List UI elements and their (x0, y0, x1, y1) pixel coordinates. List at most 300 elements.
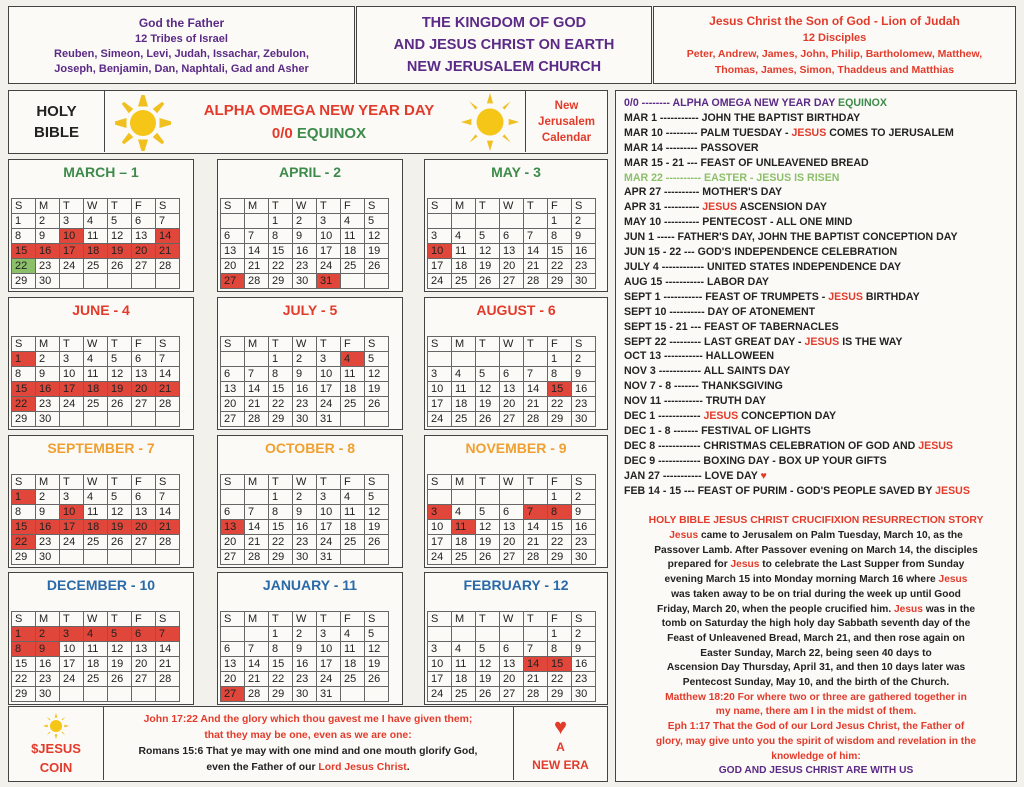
coin-line1: $JESUS (31, 740, 81, 756)
day-cell: 4 (452, 642, 476, 657)
day-cell: 8 (548, 505, 572, 520)
day-cell: 2 (572, 214, 596, 229)
weekday-header: F (132, 612, 156, 627)
day-cell: 26 (108, 672, 132, 687)
day-cell: 12 (365, 642, 389, 657)
day-cell: 15 (548, 382, 572, 397)
day-cell (341, 687, 365, 702)
day-cell: 17 (428, 535, 452, 550)
weekday-header: T (524, 612, 548, 627)
day-cell (524, 627, 548, 642)
day-cell: 11 (84, 505, 108, 520)
day-cell: 6 (132, 214, 156, 229)
day-cell: 5 (365, 214, 389, 229)
weekday-header: T (524, 199, 548, 214)
story-line (618, 529, 1014, 544)
day-cell: 8 (12, 229, 36, 244)
day-cell: 27 (500, 274, 524, 289)
day-cell: 1 (548, 214, 572, 229)
header-right-title: Jesus Christ the Son of God - Lion of Judah (709, 14, 960, 28)
event-text: MAR 14 --------- PASSOVER (624, 141, 759, 154)
day-cell: 6 (221, 642, 245, 657)
day-cell (84, 550, 108, 565)
event-text: SEPT 15 - 21 --- FEAST OF TABERNACLES (624, 320, 839, 333)
month-box (217, 159, 403, 292)
day-cell: 25 (341, 397, 365, 412)
day-cell: 29 (548, 274, 572, 289)
weekday-header: S (428, 475, 452, 490)
day-cell (365, 412, 389, 427)
story-title: HOLY BIBLE JESUS CHRIST CRUCIFIXION RESURRECTION STORY (648, 515, 984, 526)
day-cell: 30 (293, 687, 317, 702)
day-cell: 29 (12, 274, 36, 289)
weekday-header: S (365, 337, 389, 352)
day-cell: 7 (524, 367, 548, 382)
day-cell: 9 (293, 229, 317, 244)
day-cell: 18 (452, 535, 476, 550)
story-text-segment: came to Jerusalem on Palm Tuesday, March 10, as the (698, 530, 963, 541)
day-cell: 21 (245, 397, 269, 412)
day-cell: 23 (572, 672, 596, 687)
day-cell: 20 (500, 535, 524, 550)
day-cell: 16 (36, 244, 60, 259)
day-cell: 21 (524, 397, 548, 412)
month-box (217, 435, 403, 568)
day-cell: 11 (84, 642, 108, 657)
day-cell: 9 (572, 505, 596, 520)
event-text: SEPT 10 ---------- DAY OF ATONEMENT (624, 305, 816, 318)
day-cell: 30 (293, 274, 317, 289)
day-cell: 27 (221, 550, 245, 565)
day-cell: 7 (245, 367, 269, 382)
day-cell: 16 (293, 244, 317, 259)
day-cell: 22 (12, 535, 36, 550)
day-cell: 4 (341, 490, 365, 505)
day-cell: 27 (132, 672, 156, 687)
day-cell: 28 (524, 550, 548, 565)
event-item (624, 156, 970, 171)
header-right-box (653, 6, 1016, 84)
day-cell: 23 (36, 672, 60, 687)
day-cell: 1 (12, 214, 36, 229)
event-text: DEC 8 ------------ CHRISTMAS CELEBRATION OF GOD AND (624, 439, 919, 452)
day-cell (245, 352, 269, 367)
day-cell: 28 (524, 412, 548, 427)
month-grid (220, 198, 389, 289)
event-item (624, 439, 970, 454)
day-cell: 9 (293, 367, 317, 382)
day-cell: 6 (221, 229, 245, 244)
weekday-header: W (293, 199, 317, 214)
day-cell: 28 (524, 687, 548, 702)
event-item (624, 126, 970, 141)
weekday-header: T (269, 337, 293, 352)
day-cell: 6 (132, 627, 156, 642)
day-cell: 18 (341, 382, 365, 397)
day-cell: 23 (293, 397, 317, 412)
header-left-title: God the Father (138, 15, 225, 30)
day-cell: 23 (293, 535, 317, 550)
day-cell: 11 (452, 244, 476, 259)
event-text: AUG 15 ----------- LABOR DAY (624, 275, 769, 288)
weekday-header: T (317, 475, 341, 490)
story-text-segment: was taken away to be on trial during the week up until Good (671, 588, 961, 600)
day-cell: 18 (452, 672, 476, 687)
verse-line1: John 17:22 And the glory which thou gavest me I have given them; (143, 713, 473, 725)
events-panel (615, 90, 1017, 782)
day-cell: 25 (452, 274, 476, 289)
day-cell: 17 (317, 657, 341, 672)
event-text: JUN 15 - 22 --- GOD'S INDEPENDENCE CELEBRATION (624, 246, 898, 259)
story-line (618, 632, 1014, 647)
day-cell: 25 (341, 672, 365, 687)
day-cell (500, 352, 524, 367)
day-cell: 25 (84, 535, 108, 550)
day-cell: 21 (245, 535, 269, 550)
day-cell: 14 (524, 382, 548, 397)
verse-line4c: . (406, 761, 410, 773)
weekday-header: W (293, 475, 317, 490)
day-cell: 30 (572, 412, 596, 427)
day-cell (132, 550, 156, 565)
day-cell: 7 (245, 505, 269, 520)
day-cell: 9 (36, 367, 60, 382)
day-cell: 14 (524, 657, 548, 672)
event-item (624, 200, 970, 215)
event-text: APR 27 ---------- MOTHER'S DAY (624, 186, 783, 199)
event-text: JESUS (918, 439, 953, 452)
month-title: JUNE - 4 (72, 302, 130, 318)
day-cell: 17 (60, 657, 84, 672)
weekday-header: F (341, 612, 365, 627)
weekday-header: T (317, 612, 341, 627)
weekday-header: W (500, 612, 524, 627)
events-list (624, 96, 970, 498)
day-cell: 15 (269, 244, 293, 259)
day-cell: 13 (500, 657, 524, 672)
day-cell: 26 (365, 535, 389, 550)
day-cell: 3 (428, 642, 452, 657)
day-cell: 18 (84, 520, 108, 535)
event-text: NOV 11 ----------- TRUTH DAY (624, 395, 767, 408)
story-text-segment: was in the (922, 603, 975, 615)
day-cell (524, 352, 548, 367)
weekday-header: F (341, 475, 365, 490)
event-item (624, 469, 970, 484)
story-text-segment: Feast of Unleavened Bread, March 21, and then rose again on (667, 632, 965, 644)
day-cell: 6 (500, 229, 524, 244)
day-cell: 23 (36, 259, 60, 274)
day-cell (365, 687, 389, 702)
header-center-line1: THE KINGDOM OF GOD (421, 15, 587, 31)
day-cell: 29 (548, 412, 572, 427)
weekday-header: T (524, 475, 548, 490)
day-cell (476, 352, 500, 367)
day-cell: 5 (108, 352, 132, 367)
day-cell: 10 (60, 642, 84, 657)
month-title: DECEMBER - 10 (46, 577, 156, 593)
day-cell: 26 (365, 672, 389, 687)
day-cell: 29 (269, 687, 293, 702)
story-text-segment: tomb on Saturday the high holy day Sabbath seventh day of the (661, 618, 971, 630)
day-cell: 5 (108, 627, 132, 642)
day-cell: 26 (476, 687, 500, 702)
day-cell: 24 (317, 535, 341, 550)
day-cell: 8 (269, 505, 293, 520)
day-cell: 30 (572, 550, 596, 565)
day-cell: 8 (12, 642, 36, 657)
header-right-line2: Thomas, James, Simon, Thaddeus and Matthias (714, 64, 955, 76)
month-title: JULY - 5 (282, 302, 338, 318)
day-cell: 6 (132, 352, 156, 367)
day-cell: 14 (245, 244, 269, 259)
day-cell: 10 (317, 229, 341, 244)
weekday-header: S (365, 199, 389, 214)
event-text: DEC 1 ------------ (624, 410, 704, 423)
day-cell: 5 (108, 214, 132, 229)
day-cell: 16 (293, 657, 317, 672)
day-cell (132, 687, 156, 702)
event-item (624, 185, 970, 200)
weekday-header: S (221, 475, 245, 490)
header-center-line2: AND JESUS CHRIST ON EARTH (393, 37, 615, 53)
heart-icon: ♥ (553, 713, 568, 739)
month-box (8, 435, 194, 568)
weekday-header: T (60, 612, 84, 627)
side-line3: Calendar (541, 131, 592, 144)
weekday-header: M (36, 475, 60, 490)
side-line1: New (554, 99, 579, 112)
day-cell: 22 (548, 259, 572, 274)
day-cell: 16 (293, 520, 317, 535)
day-cell: 6 (132, 490, 156, 505)
weekday-header: W (84, 199, 108, 214)
day-cell: 16 (572, 244, 596, 259)
day-cell: 19 (365, 244, 389, 259)
weekday-header: S (572, 612, 596, 627)
day-cell: 11 (452, 520, 476, 535)
day-cell: 11 (341, 505, 365, 520)
day-cell: 31 (317, 274, 341, 289)
day-cell: 10 (428, 382, 452, 397)
day-cell: 25 (452, 412, 476, 427)
day-cell: 1 (12, 627, 36, 642)
day-cell: 9 (293, 642, 317, 657)
day-cell: 28 (156, 672, 180, 687)
day-cell: 20 (500, 259, 524, 274)
day-cell: 10 (60, 229, 84, 244)
story-text (618, 529, 1014, 779)
coin-line2: COIN (39, 759, 73, 775)
story-line (618, 588, 1014, 603)
banner-title-line1: ALPHA OMEGA NEW YEAR DAY (203, 101, 435, 119)
day-cell (108, 274, 132, 289)
day-cell: 17 (428, 259, 452, 274)
day-cell (108, 687, 132, 702)
month-grid (427, 336, 596, 427)
weekday-header: S (572, 475, 596, 490)
weekday-header: T (108, 199, 132, 214)
day-cell: 17 (60, 520, 84, 535)
day-cell: 6 (500, 642, 524, 657)
day-cell: 29 (12, 687, 36, 702)
verse-line2: that they may be one, even as we are one: (204, 729, 412, 741)
day-cell: 21 (156, 657, 180, 672)
day-cell: 22 (269, 672, 293, 687)
day-cell (60, 412, 84, 427)
day-cell: 17 (428, 397, 452, 412)
day-cell: 30 (572, 274, 596, 289)
day-cell: 14 (524, 520, 548, 535)
day-cell: 26 (108, 535, 132, 550)
day-cell (60, 687, 84, 702)
day-cell: 28 (245, 412, 269, 427)
day-cell: 1 (269, 352, 293, 367)
day-cell: 21 (156, 244, 180, 259)
day-cell: 4 (84, 214, 108, 229)
day-cell: 18 (452, 259, 476, 274)
day-cell (452, 352, 476, 367)
day-cell: 8 (12, 367, 36, 382)
day-cell: 15 (269, 382, 293, 397)
day-cell: 3 (60, 490, 84, 505)
day-cell: 27 (132, 535, 156, 550)
day-cell: 29 (12, 550, 36, 565)
day-cell (156, 687, 180, 702)
day-cell: 5 (476, 642, 500, 657)
day-cell: 7 (524, 505, 548, 520)
event-text: CONCEPTION DAY (738, 410, 837, 423)
event-item (624, 424, 970, 439)
month-title: FEBRUARY - 12 (463, 577, 569, 593)
day-cell: 8 (548, 642, 572, 657)
month-title: JANUARY - 11 (262, 577, 358, 593)
day-cell: 18 (84, 244, 108, 259)
story-text-segment: Eph 1:17 That the God of our Lord Jesus Christ, the Father of (667, 721, 965, 733)
day-cell (245, 214, 269, 229)
day-cell: 12 (108, 229, 132, 244)
header-right-line1: Peter, Andrew, James, John, Philip, Bartholomew, Matthew, (686, 48, 983, 60)
banner-title-line2 (272, 125, 366, 142)
day-cell: 10 (60, 505, 84, 520)
day-cell: 21 (245, 259, 269, 274)
story-text-segment: Matthew 18:20 For where two or three are gathered together in (665, 691, 967, 703)
weekday-header: T (269, 199, 293, 214)
weekday-header: S (221, 337, 245, 352)
day-cell: 16 (572, 520, 596, 535)
event-item (624, 484, 970, 499)
day-cell: 11 (341, 229, 365, 244)
day-cell: 28 (245, 274, 269, 289)
day-cell: 30 (572, 687, 596, 702)
day-cell: 14 (156, 367, 180, 382)
weekday-header: S (156, 475, 180, 490)
day-cell: 3 (317, 627, 341, 642)
day-cell: 15 (548, 520, 572, 535)
story-line (618, 705, 1014, 720)
weekday-header: S (365, 612, 389, 627)
day-cell: 7 (245, 229, 269, 244)
day-cell: 9 (36, 505, 60, 520)
day-cell (428, 214, 452, 229)
month-box (424, 572, 608, 705)
day-cell: 1 (12, 490, 36, 505)
header-center-box (356, 6, 652, 84)
story-line (618, 544, 1014, 559)
story-line (618, 691, 1014, 706)
verse-line4a: even the Father of our (206, 761, 319, 773)
story-text-segment: Jesus (669, 530, 699, 541)
day-cell: 13 (221, 382, 245, 397)
event-item (624, 275, 970, 290)
weekday-header: F (341, 199, 365, 214)
weekday-header: M (452, 199, 476, 214)
day-cell (500, 490, 524, 505)
day-cell: 19 (476, 535, 500, 550)
header-center-line3: NEW JERUSALEM CHURCH (406, 59, 602, 75)
weekday-header: F (341, 337, 365, 352)
weekday-header: T (108, 337, 132, 352)
day-cell: 24 (428, 687, 452, 702)
day-cell: 29 (269, 274, 293, 289)
story-text-segment: prepared for (667, 559, 731, 571)
day-cell: 16 (293, 382, 317, 397)
event-text: MAY 10 ---------- PENTECOST - ALL ONE MIND (624, 216, 853, 229)
month-grid (11, 474, 180, 565)
event-text: MAR 15 - 21 --- FEAST OF UNLEAVENED BREAD (624, 156, 869, 169)
day-cell: 4 (341, 352, 365, 367)
weekday-header: T (60, 475, 84, 490)
day-cell: 22 (269, 397, 293, 412)
month-grid (220, 611, 389, 702)
day-cell: 5 (476, 367, 500, 382)
day-cell: 20 (132, 244, 156, 259)
day-cell: 24 (428, 274, 452, 289)
weekday-header: S (365, 475, 389, 490)
holy-text: HOLY (36, 102, 77, 120)
day-cell: 7 (156, 352, 180, 367)
day-cell: 21 (524, 259, 548, 274)
day-cell: 15 (12, 520, 36, 535)
weekday-header: S (428, 199, 452, 214)
day-cell: 2 (293, 214, 317, 229)
month-box (217, 297, 403, 430)
event-text: DEC 1 - 8 ------- FESTIVAL OF LIGHTS (624, 424, 811, 437)
day-cell: 24 (428, 412, 452, 427)
weekday-header: W (500, 475, 524, 490)
month-box (424, 297, 608, 430)
story-line (618, 661, 1014, 676)
weekday-header: S (12, 199, 36, 214)
day-cell: 7 (156, 214, 180, 229)
month-title: OCTOBER - 8 (265, 440, 355, 456)
story-text-segment: Easter Sunday, March 22, being seen 40 days to (700, 647, 932, 659)
event-item (624, 245, 970, 260)
day-cell: 2 (572, 490, 596, 505)
day-cell: 6 (500, 367, 524, 382)
day-cell: 30 (36, 412, 60, 427)
day-cell: 25 (341, 259, 365, 274)
event-item (624, 171, 970, 186)
month-grid (427, 198, 596, 289)
day-cell: 14 (245, 520, 269, 535)
day-cell: 31 (317, 550, 341, 565)
day-cell (221, 214, 245, 229)
day-cell: 30 (36, 274, 60, 289)
day-cell: 2 (572, 352, 596, 367)
day-cell: 2 (572, 627, 596, 642)
story-text-segment: evening March 15 into Monday morning March 16 where (664, 574, 939, 586)
